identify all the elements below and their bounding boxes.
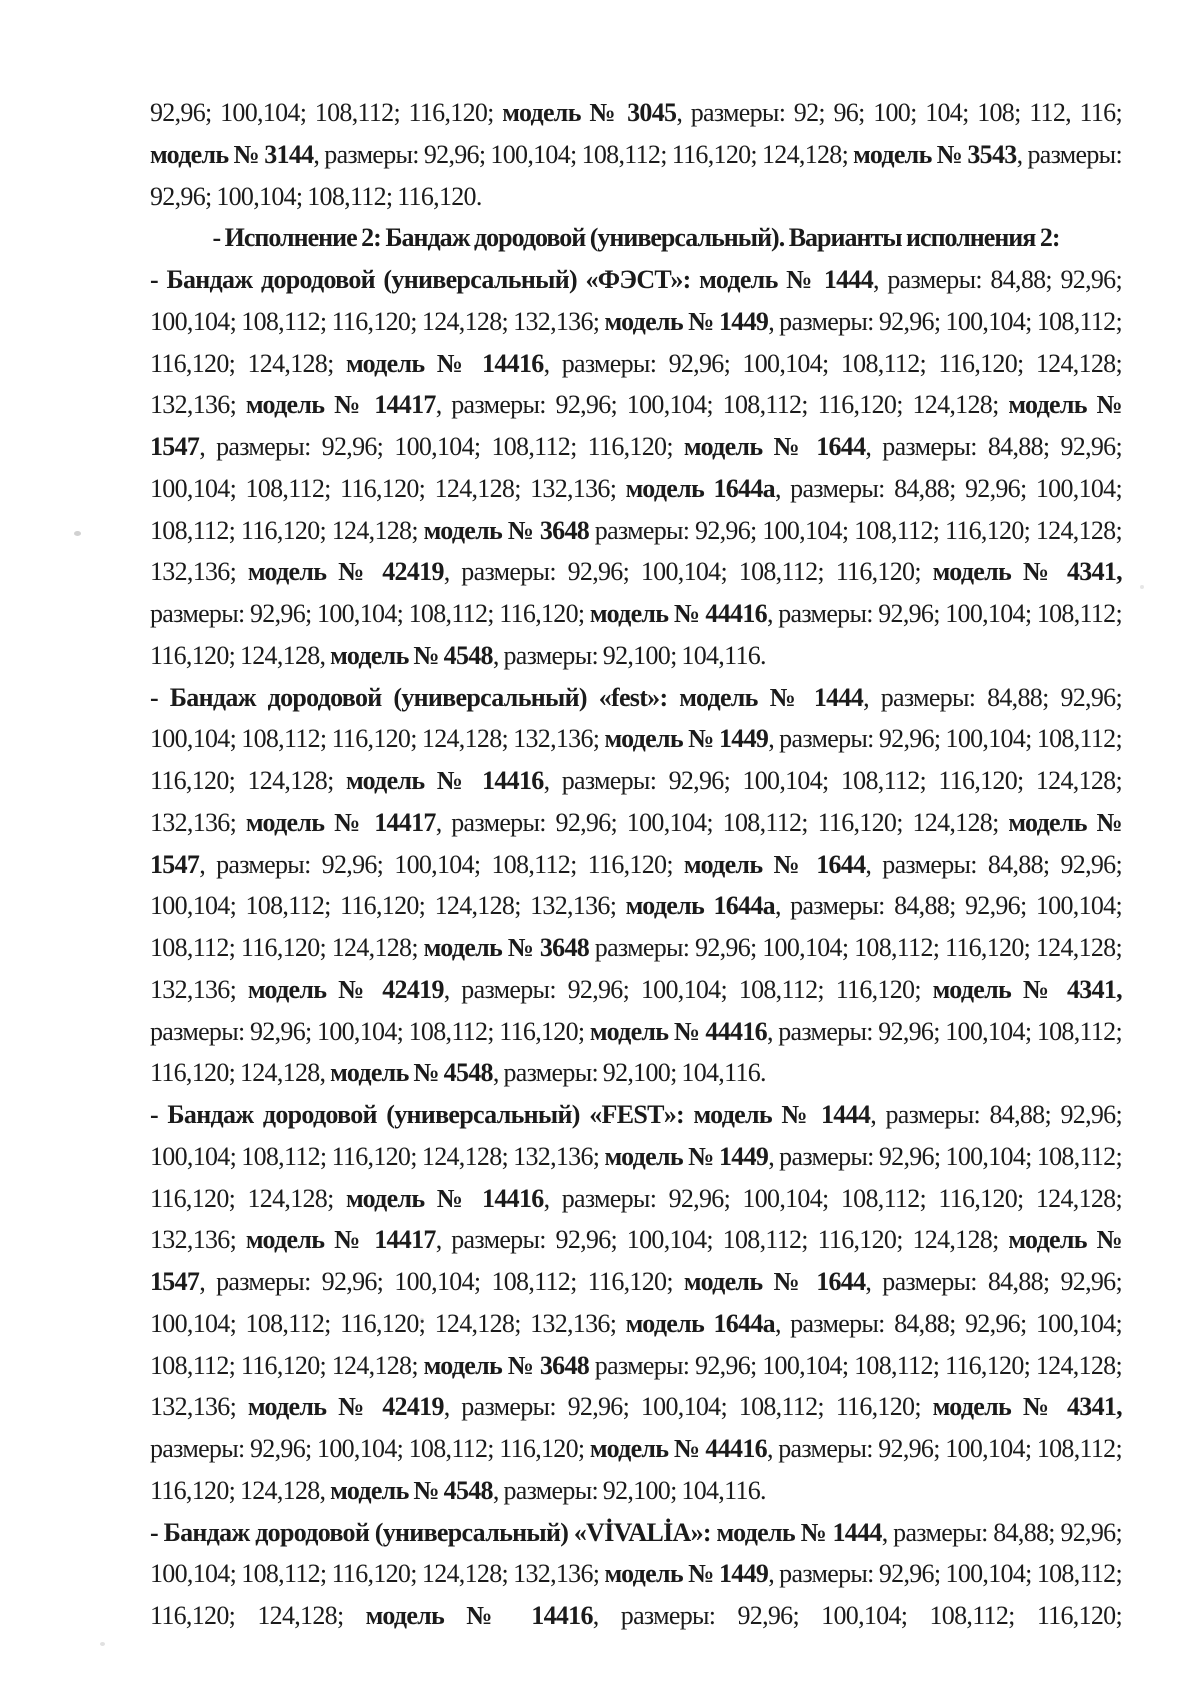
text-run: , размеры: 92,96; 100,104; 108,112; 116,120; 124,128;	[313, 139, 854, 169]
text-run: , размеры: 92,96; 100,104; 108,112; 116,120; 124,128; 132,136;	[150, 348, 1123, 420]
text-run: размеры: 92,96; 100,104; 108,112; 116,120; 124,128; 132,136;	[150, 933, 1122, 1004]
text-run: , размеры: 92,96; 100,104; 108,112; 116,120; 124,128;	[150, 724, 1122, 795]
text-run: модель № 1449	[604, 1141, 769, 1171]
text-run: , размеры: 92,96; 100,104; 108,112; 116,120; 124,128;	[435, 390, 1009, 420]
text-run: , размеры: 92,96; 100,104; 108,112; 116,120; 124,128;	[150, 1559, 1122, 1630]
text-run: модель № 3144	[150, 139, 314, 169]
text-run: модель № 1547	[150, 807, 1122, 879]
text-run: модель № 14417	[245, 1225, 436, 1255]
text-run: модель № 4548	[330, 1058, 493, 1088]
scan-speck	[100, 1642, 105, 1646]
text-run: , размеры: 92,96; 100,104; 108,112; 116,120; 124,128,	[150, 599, 1122, 670]
text-run: модель № 42419	[247, 1392, 444, 1422]
text-run: , размеры: 92,96; 100,104; 108,112; 116,120;	[592, 1601, 1122, 1630]
text-run: модель № 1449	[604, 1559, 769, 1589]
text-run: 92,96; 100,104; 108,112; 116,120;	[150, 98, 503, 127]
text-run: модель № 42419	[247, 974, 444, 1004]
text-run: размеры: 92,96; 100,104; 108,112; 116,120;	[150, 1016, 590, 1046]
text-run: , размеры: 92,96; 100,104; 108,112; 116,120; 124,128; 132,136;	[150, 766, 1123, 837]
text-run: , размеры: 84,88; 92,96; 100,104; 108,112; 116,120; 124,128;	[150, 891, 1123, 962]
text-run: , размеры: 92,96; 100,104; 108,112; 116,120; 124,128,	[150, 1434, 1122, 1505]
text-run: модель № 44416	[589, 1434, 767, 1463]
scan-speck	[420, 1318, 424, 1322]
text-run: - Бандаж дородовой (универсальный) «FEST»:	[150, 1100, 694, 1129]
paragraph-brand-fest-uppercase	[150, 1094, 1122, 1512]
paragraph-brand-fest-lowercase	[150, 677, 1122, 1095]
text-run: , размеры: 92,96; 100,104; 108,112; 116,120; 124,128;	[150, 1141, 1122, 1213]
text-run: , размеры: 92,96; 100,104; 108,112; 116,120; 124,128;	[150, 306, 1122, 378]
text-run: , размеры: 92,96; 100,104; 108,112; 116,120.	[150, 139, 1122, 211]
text-run: , размеры: 84,88; 92,96; 100,104; 108,112; 116,120; 124,128; 132,136;	[150, 1100, 1122, 1171]
text-run: , размеры: 92,100; 104,116.	[492, 1058, 766, 1088]
text-run: размеры: 92,96; 100,104; 108,112; 116,120;	[150, 599, 590, 628]
text-run: модель № 14417	[245, 390, 436, 420]
text-run: модель № 14417	[245, 807, 436, 837]
text-run: , размеры: 92,96; 100,104; 108,112; 116,120;	[199, 1267, 684, 1296]
text-run: модель № 3045	[502, 98, 677, 127]
text-run: - Исполнение 2: Бандаж дородовой (универсальный). Варианты исполнения 2:	[212, 223, 1060, 253]
text-run: - Бандаж дородовой (универсальный) «fest»:	[150, 682, 680, 712]
text-run: модель № 1547	[150, 390, 1122, 461]
text-run: , размеры: 84,88; 92,96; 100,104; 108,112; 116,120; 124,128; 132,136;	[150, 849, 1122, 921]
text-run: модель № 14416	[345, 1183, 544, 1213]
text-run: размеры: 92,96; 100,104; 108,112; 116,120; 124,128; 132,136;	[150, 515, 1122, 587]
text-run: , размеры: 92; 96; 100; 104; 108; 112, 116;	[676, 98, 1122, 127]
text-run: , размеры: 92,100; 104,116.	[492, 640, 766, 670]
text-run: , размеры: 92,96; 100,104; 108,112; 116,120; 124,128,	[150, 1016, 1122, 1088]
text-run: - Бандаж дородовой (универсальный) «ФЭСТ»:	[150, 265, 700, 294]
text-run: модель № 3648	[423, 933, 590, 962]
text-run: , размеры: 84,88; 92,96; 100,104; 108,112; 116,120; 124,128; 132,136;	[150, 1517, 1122, 1589]
scan-speck	[1140, 585, 1144, 589]
text-run: модель № 3648	[423, 515, 590, 545]
text-run: , размеры: 92,96; 100,104; 108,112; 116,120; 124,128;	[435, 807, 1009, 837]
text-run: , размеры: 92,96; 100,104; 108,112; 116,120; 124,128; 132,136;	[150, 1183, 1123, 1255]
text-run: модель № 14416	[365, 1601, 593, 1630]
text-run: модель № 1444	[679, 682, 864, 712]
text-run: , размеры: 84,88; 92,96; 100,104; 108,112; 116,120; 124,128; 132,136;	[150, 1267, 1122, 1338]
text-run: модель № 1444	[716, 1517, 882, 1547]
text-run: , размеры: 84,88; 92,96; 100,104; 108,112; 116,120; 124,128;	[150, 473, 1123, 545]
text-run: модель № 1449	[604, 306, 769, 336]
text-run: модель № 4341,	[932, 557, 1122, 587]
paragraph-brand-vivalia-truncated	[150, 1512, 1122, 1637]
text-run: , размеры: 84,88; 92,96; 100,104; 108,112; 116,120; 124,128; 132,136;	[150, 265, 1123, 336]
text-run: , размеры: 92,96; 100,104; 108,112; 116,120;	[199, 849, 684, 879]
text-run: модель № 1644	[683, 432, 866, 461]
document-content	[150, 92, 1122, 1637]
text-run: модель № 14416	[345, 766, 544, 795]
text-run: , размеры: 92,96; 100,104; 108,112; 116,120;	[443, 974, 933, 1004]
text-run: модель № 4341,	[932, 974, 1122, 1004]
text-run: , размеры: 92,96; 100,104; 108,112; 116,120;	[443, 1392, 933, 1422]
text-run: - Бандаж дородовой (универсальный) «VİVALİA»:	[150, 1517, 717, 1547]
section-heading-execution-2	[150, 217, 1122, 259]
text-run: размеры: 92,96; 100,104; 108,112; 116,120;	[150, 1434, 590, 1463]
paragraph-brand-fest-cyrillic	[150, 259, 1122, 677]
paragraph-sizes-continuation	[150, 92, 1122, 217]
text-run: модель 1644а	[625, 891, 775, 921]
text-run: модель № 1449	[604, 724, 769, 754]
text-run: , размеры: 84,88; 92,96; 100,104; 108,112; 116,120; 124,128;	[150, 1308, 1123, 1380]
text-run: модель № 3543	[853, 139, 1017, 169]
text-run: , размеры: 92,96; 100,104; 108,112; 116,120;	[443, 557, 933, 587]
text-run: модель 1644а	[625, 473, 775, 503]
text-run: модель № 4548	[330, 1475, 493, 1505]
text-run: , размеры: 84,88; 92,96; 100,104; 108,112; 116,120; 124,128; 132,136;	[150, 432, 1122, 503]
text-run: , размеры: 92,96; 100,104; 108,112; 116,120;	[199, 432, 684, 461]
text-run: модель № 1444	[693, 1100, 871, 1129]
text-run: модель № 44416	[589, 599, 767, 628]
text-run: модель № 3648	[423, 1350, 590, 1380]
scan-speck	[74, 531, 81, 536]
text-run: , размеры: 84,88; 92,96; 100,104; 108,112; 116,120; 124,128; 132,136;	[150, 682, 1122, 754]
text-run: модель № 42419	[247, 557, 444, 587]
text-run: , размеры: 92,100; 104,116.	[492, 1475, 766, 1505]
text-run: модель № 44416	[589, 1016, 767, 1046]
text-run: модель № 4548	[330, 640, 493, 670]
text-run: модель № 1444	[699, 265, 874, 294]
text-run: модель № 14416	[345, 348, 544, 378]
text-run: , размеры: 92,96; 100,104; 108,112; 116,120; 124,128;	[435, 1225, 1009, 1255]
text-run: модель № 1644	[683, 849, 866, 879]
text-run: модель № 1644	[683, 1267, 866, 1296]
text-run: модель № 4341,	[932, 1392, 1122, 1422]
text-run: модель № 1547	[150, 1225, 1122, 1296]
text-run: модель 1644а	[625, 1308, 775, 1338]
text-run: размеры: 92,96; 100,104; 108,112; 116,120; 124,128; 132,136;	[150, 1350, 1122, 1422]
